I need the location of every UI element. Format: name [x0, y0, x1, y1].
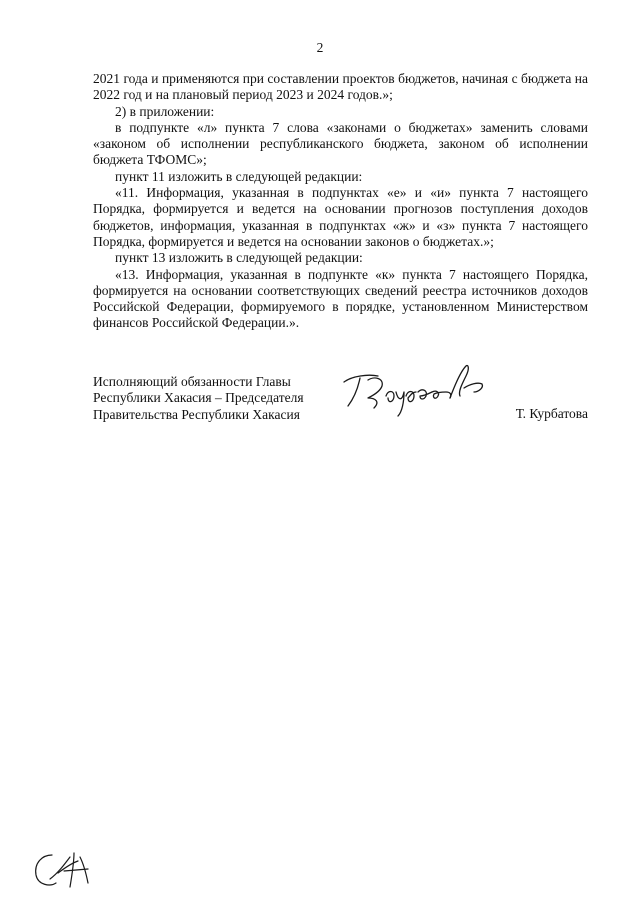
signer-title-line: Правительства Республики Хакасия [93, 406, 300, 422]
page-number: 2 [316, 40, 324, 55]
initials-mark [28, 843, 98, 891]
signer-title-line: Исполняющий обязанности Главы [93, 374, 291, 389]
signer-title-line: Республики Хакасия – Председателя [93, 390, 304, 406]
paragraph-point-11-intro: пункт 11 изложить в следующей редакции: [115, 168, 363, 184]
paragraph-point-13-text: «13. Информация, указанная в подпункте «к» пункта 7 настоящего Порядка, формируется на основании соответствующих сведений реестра источников доходов Российской Федерации, формируемого в порядке, установленном Министерством финансов Российской Федерации.». [93, 266, 588, 331]
document-body [93, 71, 588, 332]
paragraph-point-11-text: «11. Информация, указанная в подпунктах «е» и «и» пункта 7 настоящего Порядка, формируется и ведется на основании прогнозов поступления доходов бюджетов, информация, указанная в подпунктах «ж» и «з» пункта 7 настоящего Порядка, формируется и ведется на основании законов о бюджетах.»; [93, 185, 588, 249]
paragraph-subpoint-l: в подпункте «л» пункта 7 слова «законами о бюджетах» заменить словами «законом об исполнении республиканского бюджета, законом об исполнении бюджета ТФОМС»; [93, 119, 588, 168]
handwritten-signature [338, 362, 488, 418]
signature-block [93, 374, 588, 434]
paragraph-item-2: 2) в приложении: [115, 103, 215, 119]
signer-name: Т. Курбатова [515, 406, 588, 421]
paragraph-point-13-intro: пункт 13 изложить в следующей редакции: [115, 250, 363, 266]
paragraph-continuation: 2021 года и применяются при составлении проектов бюджетов, начиная с бюджета на 2022 год и на плановый период 2023 и 2024 годов.»; [93, 71, 588, 103]
